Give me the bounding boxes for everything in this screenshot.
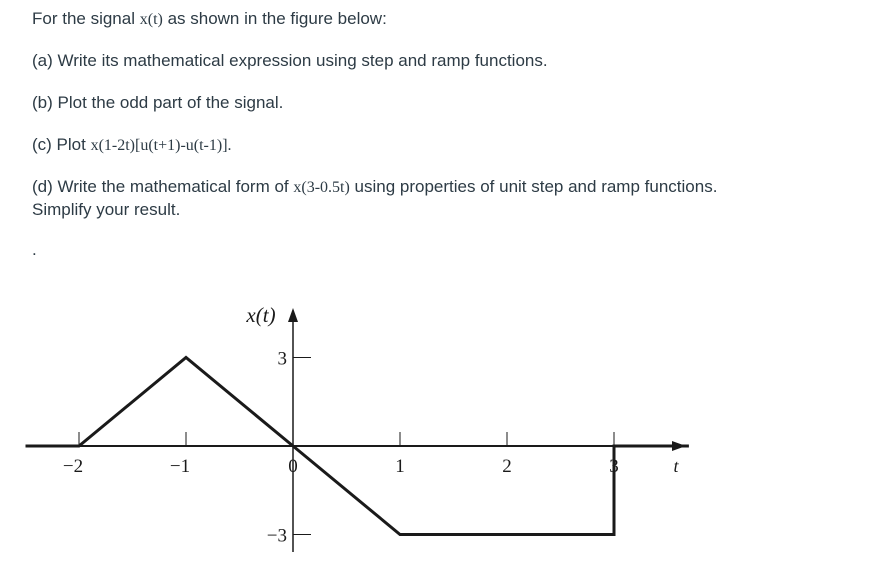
intro-prefix: For the signal bbox=[32, 9, 140, 28]
x-tick-label: 2 bbox=[502, 456, 512, 477]
x-tick-label: 3 bbox=[609, 456, 619, 477]
x-axis-label: t bbox=[673, 456, 679, 476]
y-tick-label: 3 bbox=[277, 348, 287, 370]
y-tick-label: −3 bbox=[266, 525, 287, 547]
part-d-math: x(3-0.5t) bbox=[293, 179, 350, 196]
x-tick-label: 1 bbox=[395, 456, 405, 477]
x-tick-label: −2 bbox=[62, 456, 84, 477]
part-c-prefix: (c) Plot bbox=[32, 135, 91, 154]
x-tick-label: 0 bbox=[288, 456, 298, 477]
x-tick-label: −1 bbox=[169, 456, 191, 477]
intro-math: x(t) bbox=[139, 11, 163, 28]
part-d-prefix: (d) Write the mathematical form of bbox=[32, 177, 294, 196]
intro-suffix: as shown in the figure below: bbox=[162, 9, 387, 28]
separator-dot: . bbox=[32, 240, 37, 259]
part-a: (a) Write its mathematical expression using step and ramp functions. bbox=[32, 51, 548, 70]
part-b: (b) Plot the odd part of the signal. bbox=[32, 93, 284, 112]
part-d-suffix: using properties of unit step and ramp functions. Simplify your result. bbox=[32, 177, 718, 219]
part-c-math: x(1-2t)[u(t+1)-u(t-1)]. bbox=[90, 137, 232, 154]
y-axis-label: x(t) bbox=[246, 303, 276, 327]
y-axis-arrow bbox=[288, 308, 298, 322]
